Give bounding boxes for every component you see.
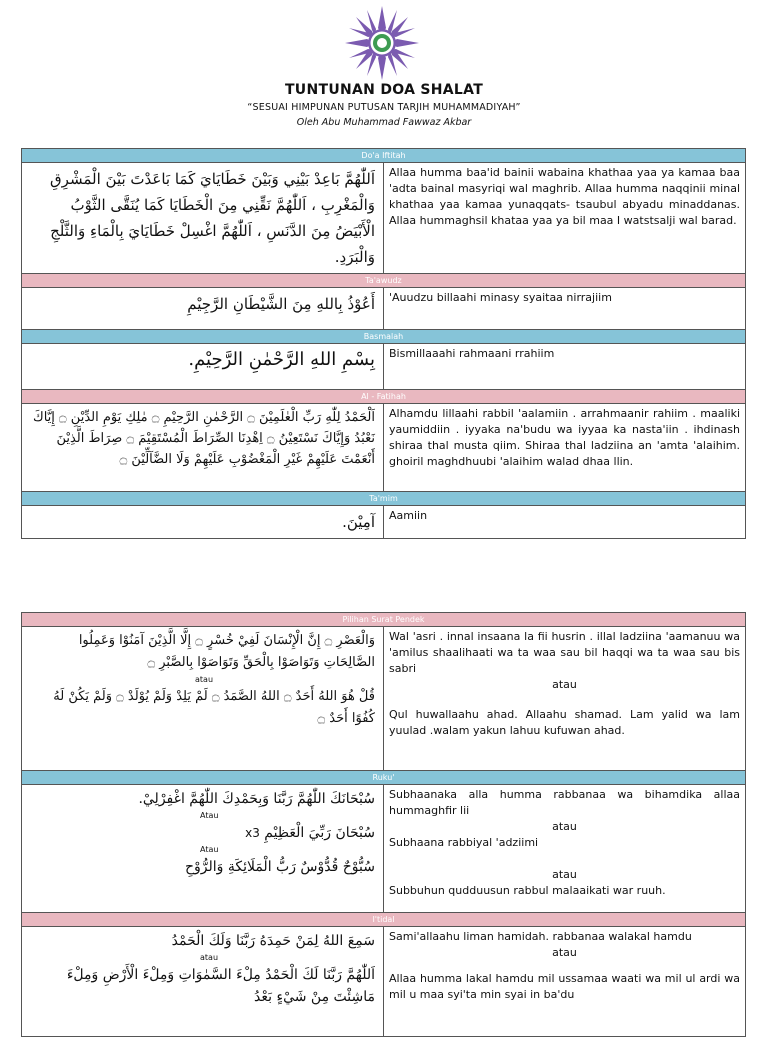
itidal-atau-arabic: atau bbox=[200, 953, 219, 962]
itidal-latin-1: Sami'allaahu liman hamidah. rabbanaa walakal hamdu bbox=[389, 930, 692, 943]
section-header-basmalah: Basmalah bbox=[22, 330, 746, 344]
ruku-atau-latin-1: atau bbox=[552, 820, 577, 833]
ruku-latin-2: Subhaana rabbiyal 'adziimi bbox=[389, 836, 539, 849]
document-subtitle: “SESUAI HIMPUNAN PUTUSAN TARJIH MUHAMMADIYAH” bbox=[247, 102, 521, 113]
document-header bbox=[0, 0, 768, 140]
tamim-latin: Aamiin bbox=[384, 506, 746, 539]
taawudz-arabic: أَعُوْذُ بِاللهِ مِنَ الشَّيْطَانِ الرَّجِيْمِ bbox=[22, 288, 384, 330]
iftitah-arabic: اَللّٰهُمَّ بَاعِدْ بَيْنِي وَبَيْنَ خَطَايَايَ كَمَا بَاعَدْتَ بَيْنَ الْمَشْرِقِ وَالْمَغْرِبِ ، اَللّٰهُمَّ نَقِّنِي مِنَ الْخَطَايَا كَمَا يُنَقَّى الثَّوْبُ الْأَبْيَضُ مِنَ الدَّنَسِ ، اَللّٰهُمَّ اغْسِلْ خَطَايَايَ بِالْمَاءِ وَالثَّلْجِ وَالْبَرَدِ. bbox=[22, 163, 384, 274]
prayer-table-2 bbox=[21, 612, 746, 1037]
basmalah-latin: Bismillaaahi rahmaani rrahiim bbox=[384, 344, 746, 390]
pendek-latin-1: Wal 'asri . innal insaana la fii husrin . illal ladziina 'aamanuu wa 'amilus shaalihaati wa ta waa sau bil haqqi wa ta waa sau bis sabri bbox=[389, 630, 740, 675]
section-header-fatihah: Al - Fatihah bbox=[22, 390, 746, 404]
pendek-arabic-1: وَالْعَصْرِ ۝ إِنَّ الْإِنْسَانَ لَفِيْ خُسْرٍ ۝ إِلَّا الَّذِيْنَ آمَنُوْا وَعَمِلُوا الصَّالِحَاتِ وَتَوَاصَوْا بِالْحَقِّ وَتَوَاصَوْا بِالصَّبْرِ ۝ bbox=[78, 633, 375, 670]
fatihah-row bbox=[22, 404, 746, 492]
pendek-atau-arabic: atau bbox=[195, 675, 214, 684]
section-header-tamim: Ta'mim bbox=[22, 492, 746, 506]
itidal-latin-2: Allaa humma lakal hamdu mil ussamaa waati wa mil ul ardi wa mil u maa syi'ta min syai in ba'du bbox=[389, 972, 740, 1001]
basmalah-arabic: بِسْمِ اللهِ الرَّحْمٰنِ الرَّحِيْمِ. bbox=[22, 344, 384, 390]
basmalah-row bbox=[22, 344, 746, 390]
tamim-arabic: آمِيْنَ. bbox=[22, 506, 384, 539]
ruku-arabic-2-line bbox=[30, 822, 375, 844]
ruku-arabic-1: سُبْحَانَكَ اللّٰهُمَّ رَبَّنَا وَبِحَمْدِكَ اللّٰهُمَّ اغْفِرْلِيْ. bbox=[138, 791, 375, 807]
pendek-arabic-2: قُلْ هُوَ اللهُ أَحَدٌ ۝ اللهُ الصَّمَدُ ۝ لَمْ يَلِدْ وَلَمْ يُوْلَدْ ۝ وَلَمْ يَكُنْ لَهُ كُفُوًا أَحَدٌ ۝ bbox=[53, 689, 375, 726]
iftitah-latin: Allaa humma baa'id bainii wabaina khathaa yaa ya kamaa baa 'adta bainal masyriqi wal maghrib. Allaa humma naqqinii minal khathaa yaa kamaa yunaqqats- tsaubul abyadu minaddanas. Allaa hummaghsil khataa yaa ya bil maa I watstsalji wal barad. bbox=[384, 163, 746, 274]
fatihah-latin: Alhamdu lillaahi rabbil 'aalamiin . arrahmaanir rahiim . maaliki yaumiddiin . iyyaka na'budu wa iyyaa ka nasta'iin . ihdinash shiraa thal musta qiim. Shiraa thal ladziina an 'amta 'alaihim. ghoiril maghdhuubi 'alaihim walad dhaa llin. bbox=[384, 404, 746, 492]
ruku-latin-cell bbox=[384, 785, 746, 913]
muhammadiyah-logo-icon bbox=[345, 6, 419, 80]
ruku-times: x3 bbox=[245, 826, 260, 840]
document-author: Oleh Abu Muhammad Fawwaz Akbar bbox=[296, 117, 472, 128]
taawudz-row bbox=[22, 288, 746, 330]
pendek-arabic-cell bbox=[22, 627, 384, 771]
itidal-latin-cell bbox=[384, 927, 746, 1037]
ruku-latin-3: Subbuhun qudduusun rabbul malaaikati war ruuh. bbox=[389, 884, 666, 897]
itidal-row bbox=[22, 927, 746, 1037]
ruku-arabic-2: سُبْحَانَ رَبِّيَ الْعَظِيْمِ bbox=[264, 825, 375, 841]
pendek-atau-latin: atau bbox=[552, 678, 577, 691]
taawudz-latin: 'Auudzu billaahi minasy syaitaa nirrajiim bbox=[384, 288, 746, 330]
itidal-arabic-1: سَمِعَ اللهُ لِمَنْ حَمِدَهُ رَبَّنَا وَلَكَ الْحَمْدُ bbox=[171, 933, 375, 949]
pendek-latin-cell bbox=[384, 627, 746, 771]
iftitah-row bbox=[22, 163, 746, 274]
fatihah-arabic: اَلْحَمْدُ لِلّٰهِ رَبِّ الْعٰلَمِيْنَ ۝ الرَّحْمٰنِ الرَّحِيْمِ ۝ مٰلِكِ يَوْمِ الدِّيْنِ ۝ إِيَّاكَ نَعْبُدُ وَإِيَّاكَ نَسْتَعِيْنُ ۝ اِهْدِنَا الصِّرَاطَ الْمُسْتَقِيْمَ ۝ صِرَاطَ الَّذِيْنَ أَنْعَمْتَ عَلَيْهِمْ غَيْرِ الْمَغْضُوْبِ عَلَيْهِمْ وَلَا الضَّآلِّيْنَ ۝ bbox=[22, 404, 384, 492]
section-header-iftitah: Do'a Iftitah bbox=[22, 149, 746, 163]
pendek-latin-2: Qul huwallaahu ahad. Allaahu shamad. Lam yalid wa lam yuulad .walam yakun lahuu kufuwan ahad. bbox=[389, 708, 740, 737]
document-title: TUNTUNAN DOA SHALAT bbox=[284, 82, 484, 98]
itidal-arabic-cell bbox=[22, 927, 384, 1037]
ruku-latin-1: Subhaanaka alla humma rabbanaa wa bihamdika allaa hummaghfir lii bbox=[389, 788, 740, 817]
prayer-table-1 bbox=[21, 148, 746, 539]
ruku-arabic-3: سُبُّوْحٌ قُدُّوْسٌ رَبُّ الْمَلَائِكَةِ وَالرُّوْحِ bbox=[184, 859, 375, 875]
ruku-atau-arabic-2: Atau bbox=[200, 845, 219, 854]
itidal-atau-latin: atau bbox=[552, 946, 577, 959]
section-header-pendek: Pilihan Surat Pendek bbox=[22, 613, 746, 627]
tamim-row bbox=[22, 506, 746, 539]
ruku-arabic-cell bbox=[22, 785, 384, 913]
ruku-row bbox=[22, 785, 746, 913]
ruku-atau-latin-2: atau bbox=[552, 868, 577, 881]
section-header-itidal: I'tidal bbox=[22, 913, 746, 927]
ruku-atau-arabic-1: Atau bbox=[200, 811, 219, 820]
section-header-ruku: Ruku' bbox=[22, 771, 746, 785]
itidal-arabic-2: اَللّٰهُمَّ رَبَّنَا لَكَ الْحَمْدُ مِلْءَ السَّمٰوَاتِ وَمِلْءَ الْأَرْضِ وَمِلْءَ مَاشِئْتَ مِنْ شَيْءٍ بَعْدُ bbox=[66, 967, 375, 1005]
section-header-taawudz: Ta'awudz bbox=[22, 274, 746, 288]
pendek-row bbox=[22, 627, 746, 771]
